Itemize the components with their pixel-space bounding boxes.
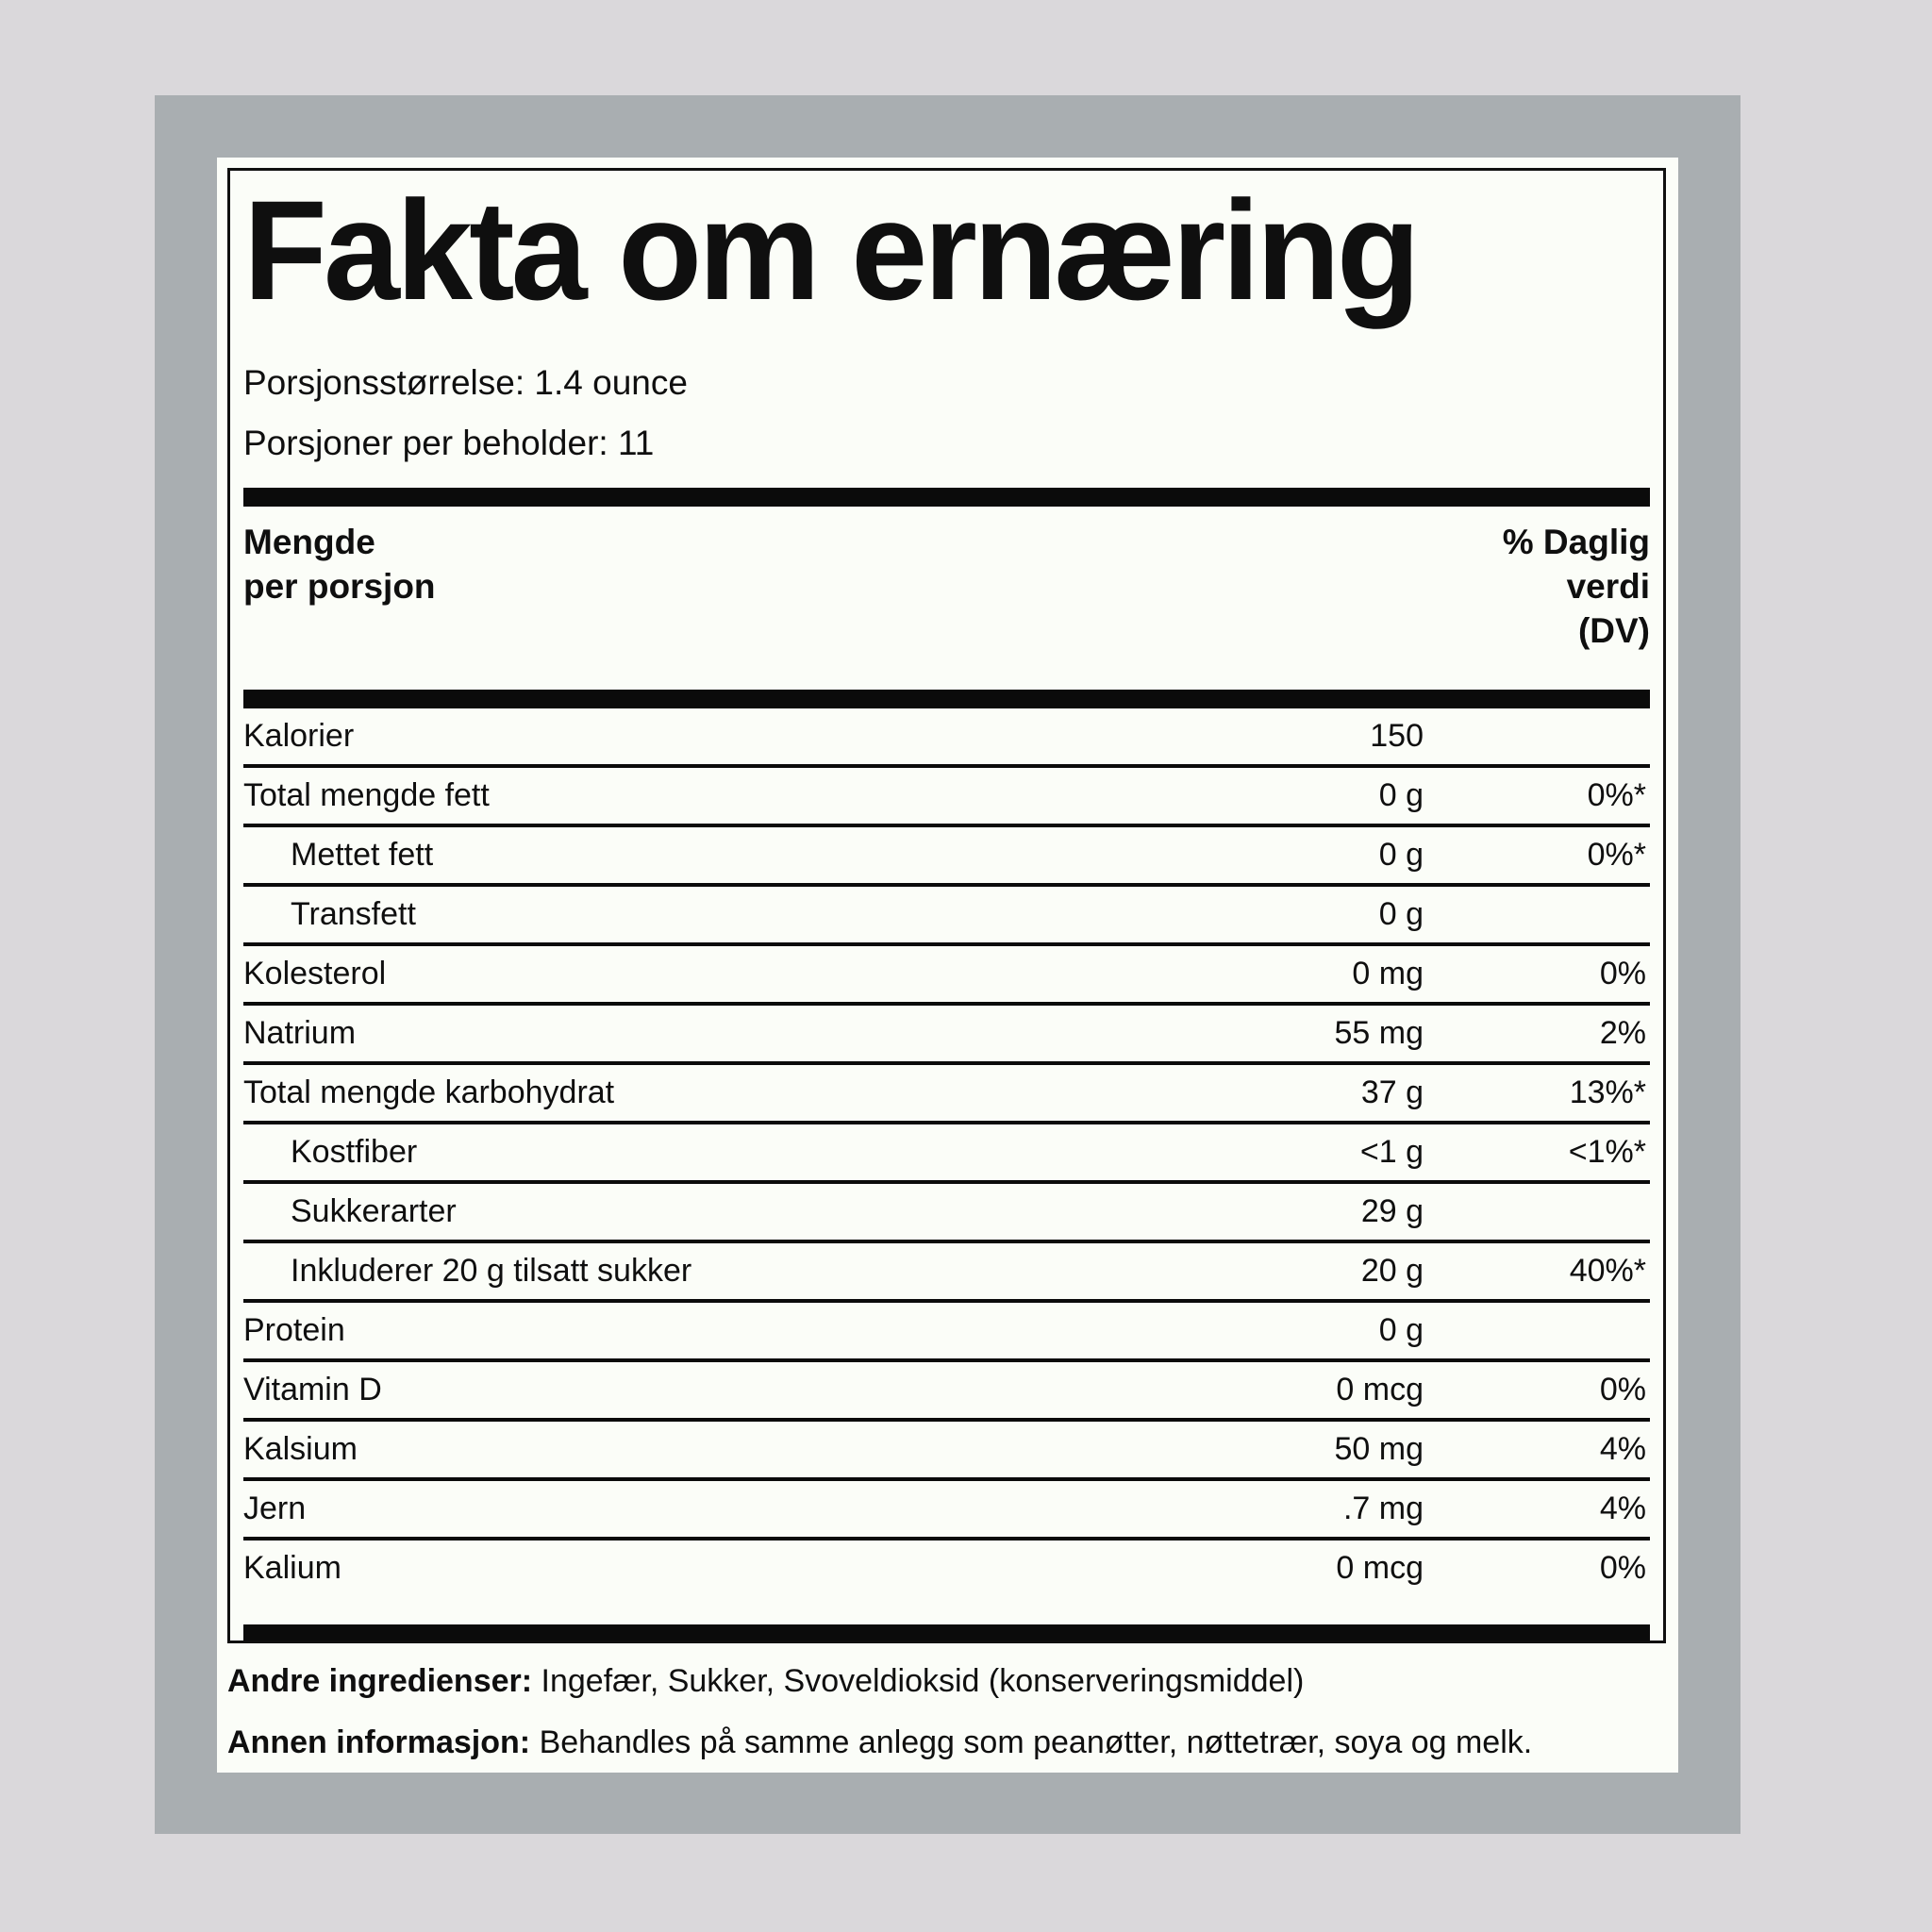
nutrient-amount: 0 mg xyxy=(1352,955,1424,991)
nutrition-facts-box xyxy=(227,168,1666,1643)
nutrient-amount: 0 mcg xyxy=(1336,1549,1424,1586)
nutrient-daily-value: 4% xyxy=(1599,1430,1646,1467)
nutrient-name: Kalorier xyxy=(243,717,355,754)
nutrient-amount: 0 g xyxy=(1378,836,1424,873)
nutrient-amount: 0 mcg xyxy=(1336,1371,1424,1407)
dv-header-line3: (DV) xyxy=(1577,611,1650,651)
nutrient-name: Kalsium xyxy=(243,1430,358,1467)
nutrient-daily-value: 13%* xyxy=(1569,1074,1646,1110)
nutrient-row xyxy=(243,1243,1650,1303)
nutrient-daily-value: 0% xyxy=(1599,1549,1646,1586)
nutrient-amount: 50 mg xyxy=(1334,1430,1424,1467)
gray-mat xyxy=(155,95,1740,1834)
nutrient-name: Natrium xyxy=(243,1014,357,1051)
nutrient-daily-value xyxy=(1424,1312,1650,1358)
other-ingredients-line xyxy=(227,1663,1657,1700)
nutrient-amount: 37 g xyxy=(1360,1074,1424,1110)
nutrient-daily-value: 0%* xyxy=(1587,836,1646,873)
thick-divider-top xyxy=(243,488,1650,507)
nutrient-row xyxy=(243,1006,1650,1065)
nutrient-amount: 29 g xyxy=(1360,1192,1424,1229)
nutrition-label xyxy=(217,158,1678,1773)
nutrient-daily-value: 2% xyxy=(1599,1014,1646,1051)
thick-divider-bottom xyxy=(243,1624,1650,1643)
amount-column-header xyxy=(243,520,436,654)
nutrient-name: Kostfiber xyxy=(291,1133,418,1170)
nutrient-daily-value: 0% xyxy=(1599,1371,1646,1407)
nutrient-amount: <1 g xyxy=(1359,1133,1424,1170)
nutrient-amount: 0 g xyxy=(1378,776,1424,813)
nutrient-rows xyxy=(243,708,1650,1600)
nutrient-row xyxy=(243,1303,1650,1362)
nutrient-daily-value: <1%* xyxy=(1568,1133,1646,1170)
nutrient-daily-value: 40%* xyxy=(1569,1252,1646,1289)
amount-header-line1: Mengde xyxy=(243,522,375,561)
nutrient-row xyxy=(243,1065,1650,1124)
nutrient-daily-value xyxy=(1424,896,1650,942)
nutrient-daily-value: 0%* xyxy=(1587,776,1646,813)
nutrient-daily-value xyxy=(1424,1193,1650,1240)
nutrient-name: Sukkerarter xyxy=(291,1192,457,1229)
nutrient-row xyxy=(243,1541,1650,1600)
nutrient-daily-value xyxy=(1424,718,1650,764)
nutrient-daily-value: 0% xyxy=(1599,955,1646,991)
dv-header-line1: % Daglig xyxy=(1502,522,1650,561)
column-headers xyxy=(243,507,1650,665)
nutrient-name: Mettet fett xyxy=(291,836,434,873)
nutrient-row xyxy=(243,827,1650,887)
nutrient-row xyxy=(243,1481,1650,1541)
nutrient-row xyxy=(243,1184,1650,1243)
servings-per-container: Porsjoner per beholder: 11 xyxy=(243,423,655,462)
other-ingredients-text: Ingefær, Sukker, Svoveldioksid (konserveringsmiddel) xyxy=(541,1663,1305,1699)
nutrient-amount: 20 g xyxy=(1360,1252,1424,1289)
amount-header-line2: per porsjon xyxy=(243,566,436,606)
nutrient-row xyxy=(243,708,1650,768)
nutrient-name: Kalium xyxy=(243,1549,341,1586)
nutrient-name: Inkluderer 20 g tilsatt sukker xyxy=(291,1252,692,1289)
label-title: Fakta om ernæring xyxy=(243,171,1417,329)
nutrient-row xyxy=(243,887,1650,946)
dv-header-line2: verdi xyxy=(1566,566,1650,606)
nutrient-row xyxy=(243,946,1650,1006)
serving-size: Porsjonsstørrelse: 1.4 ounce xyxy=(243,362,688,402)
other-ingredients-label: Andre ingredienser: xyxy=(227,1663,533,1699)
nutrient-row xyxy=(243,768,1650,827)
additional-info-label: Annen informasjon: xyxy=(227,1724,531,1760)
nutrient-name: Vitamin D xyxy=(243,1371,382,1407)
nutrient-name: Protein xyxy=(243,1311,345,1348)
nutrient-name: Total mengde fett xyxy=(243,776,490,813)
nutrient-row xyxy=(243,1124,1650,1184)
nutrient-amount: 150 xyxy=(1370,717,1424,754)
nutrient-amount: 0 g xyxy=(1378,1311,1424,1348)
nutrient-amount: 55 mg xyxy=(1334,1014,1424,1051)
additional-info-line xyxy=(227,1724,1657,1761)
nutrient-name: Jern xyxy=(243,1490,307,1526)
additional-label-info xyxy=(227,1663,1657,1786)
additional-info-text: Behandles på samme anlegg som peanøtter, nøttetrær, soya og melk. xyxy=(539,1724,1533,1760)
nutrient-amount: .7 mg xyxy=(1342,1490,1424,1526)
daily-value-column-header xyxy=(1503,520,1650,654)
nutrient-name: Transfett xyxy=(291,895,416,932)
nutrient-daily-value: 4% xyxy=(1599,1490,1646,1526)
nutrient-name: Kolesterol xyxy=(243,955,387,991)
nutrient-amount: 0 g xyxy=(1378,895,1424,932)
thick-divider-middle xyxy=(243,690,1650,708)
nutrient-name: Total mengde karbohydrat xyxy=(243,1074,615,1110)
nutrient-row xyxy=(243,1422,1650,1481)
nutrient-row xyxy=(243,1362,1650,1422)
